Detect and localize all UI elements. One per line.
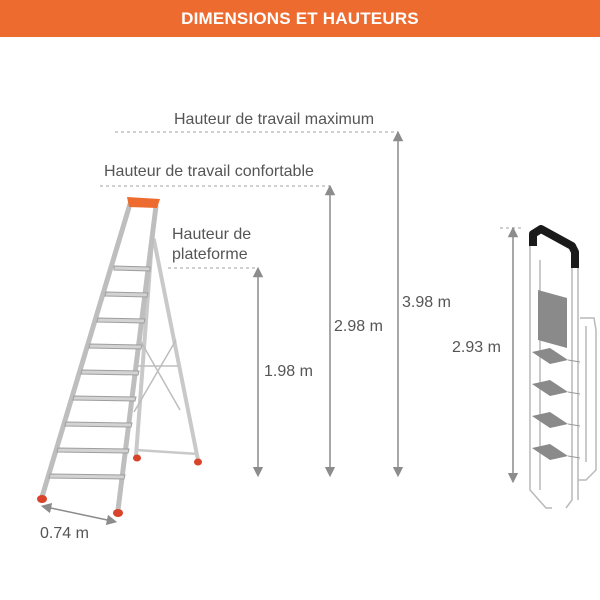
platform-height-value: 1.98 m [264,363,313,380]
page-title: DIMENSIONS ET HAUTEURS [181,8,419,28]
platform-height-label-line2: plateforme [172,246,248,263]
reference-lines [100,132,524,268]
dimension-arrows [46,136,513,521]
comfort-height-value: 2.98 m [334,318,383,335]
platform-height-label-line1: Hauteur de [172,226,252,243]
folded-height-value: 2.93 m [452,339,501,356]
max-work-height-label: Hauteur de travail maximum [174,111,375,128]
stepladder-folded-icon [530,229,596,508]
max-height-value: 3.98 m [402,294,451,311]
comfort-work-height-label: Hauteur de travail confortable [104,163,314,180]
width-value: 0.74 m [40,525,89,542]
width-arrow [46,507,112,521]
